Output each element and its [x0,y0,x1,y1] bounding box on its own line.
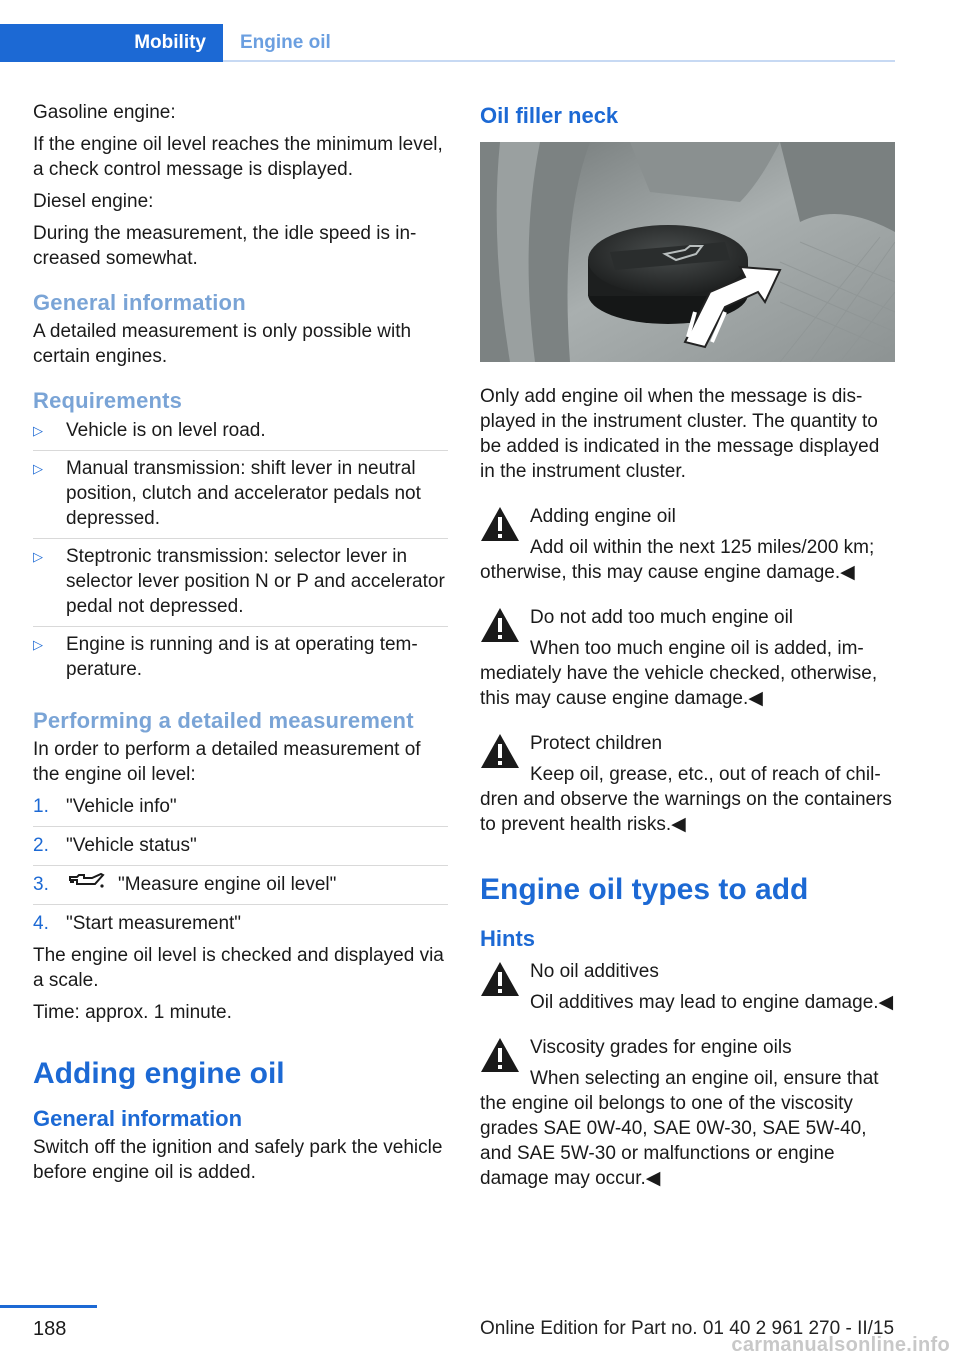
oil-can-icon [68,872,106,897]
requirements-list [33,417,448,689]
page-number: 188 [33,1318,67,1340]
diesel-label: Diesel engine: [33,191,154,212]
hint-title: Viscosity grades for engine oils [530,1037,792,1058]
triangle-right-icon: ▷ [33,637,43,652]
list-item: 4. "Start measurement" [33,913,242,935]
page-header [0,0,960,62]
triangle-right-icon: ▷ [33,423,43,438]
section-tab: Mobility [0,24,223,62]
filler-text: Only add engine oil when the message is displayed in the instrument cluster. The quantity to be added is indicated in the message displayed in the instrument cluster. [480,386,880,482]
footer-rule [0,1305,97,1308]
general-info-text: A detailed measurement is only possible with certain engines. [33,321,412,367]
warning-block [480,605,898,711]
general-info-heading: General information [33,290,246,315]
edition-text: Online Edition for Part no. 01 40 2 961 270 - II/15 [480,1318,895,1339]
list-item: 2. "Vehicle status" [33,833,448,866]
warning-text: Add oil within the next 125 miles/200 km; otherwise, this may cause engine damage.◀ [480,537,875,583]
performing-intro: In order to perform a detailed measurement of the engine oil level: [33,739,421,785]
warning-triangle-icon [480,961,520,997]
left-column [33,100,448,1192]
list-item: ▷ Manual transmission: shift lever in neutral position, clutch and accelerator pedals not depressed. [33,451,448,539]
warning-title: Protect children [530,733,663,754]
warning-triangle-icon [480,506,520,542]
list-item: ▷ Steptronic transmission: selector lever in selector lever position N or P and accelerator pedal not depressed. [33,539,448,627]
steps-list [33,794,448,943]
list-item: ▷ Vehicle is on level road. [33,418,448,451]
hint-text: Oil additives may lead to engine damage.◀ [530,992,894,1013]
requirements-heading: Requirements [33,388,183,413]
warning-title: Do not add too much engine oil [530,607,794,628]
filler-heading: Oil filler neck [480,103,619,128]
triangle-right-icon: ▷ [33,549,43,564]
hints-heading: Hints [480,926,535,951]
gasoline-label: Gasoline engine: [33,102,176,123]
triangle-right-icon: ▷ [33,461,43,476]
warning-title: Adding engine oil [530,506,676,527]
types-title: Engine oil types to add [480,873,809,906]
diesel-text: During the measurement, the idle speed is increased somewhat. [33,223,417,269]
hint-text: When selecting an engine oil, ensure that the engine oil belongs to one of the viscosity grades SAE 0W-40, SAE 0W-30, SAE 5W-40, and SAE 5W-30 or malfunctions or engine damage may occur.◀ [480,1068,879,1189]
warning-triangle-icon [480,607,520,643]
warning-text: When too much engine oil is added, immediately have the vehicle checked, otherwise, this may cause engine damage.◀ [480,638,878,709]
warning-block [480,504,898,585]
oil-filler-cap-photo [480,142,895,362]
list-item: ▷ Engine is running and is at operating temperature. [33,634,418,680]
time-text: Time: approx. 1 minute. [33,1002,232,1024]
adding-title: Adding engine oil [33,1057,285,1091]
adding-general-heading: General information [33,1106,243,1132]
hint-block [480,959,898,1015]
adding-general-text: Switch off the ignition and safely park the vehicle before engine oil is added. [33,1137,443,1184]
header-rule [223,60,895,62]
list-item: 1. "Vehicle info" [33,794,448,827]
result-text: The engine oil level is checked and displayed via a scale. [33,945,444,992]
list-item: 3. "Measure engine oil level" [33,872,448,905]
warning-block [480,731,898,837]
watermark: carmanualsonline.info [731,1334,950,1356]
warning-text: Keep oil, grease, etc., out of reach of children and observe the warnings on the containers to prevent health risks.◀ [480,764,892,835]
hint-title: No oil additives [530,961,659,982]
topic-tab: Engine oil [240,32,331,53]
hint-block [480,1035,898,1191]
gasoline-text: If the engine oil level reaches the minimum level, a check control message is displayed. [33,134,443,180]
warning-triangle-icon [480,733,520,769]
right-column [480,100,898,1211]
warning-triangle-icon [480,1037,520,1073]
performing-heading: Performing a detailed measurement [33,708,414,733]
